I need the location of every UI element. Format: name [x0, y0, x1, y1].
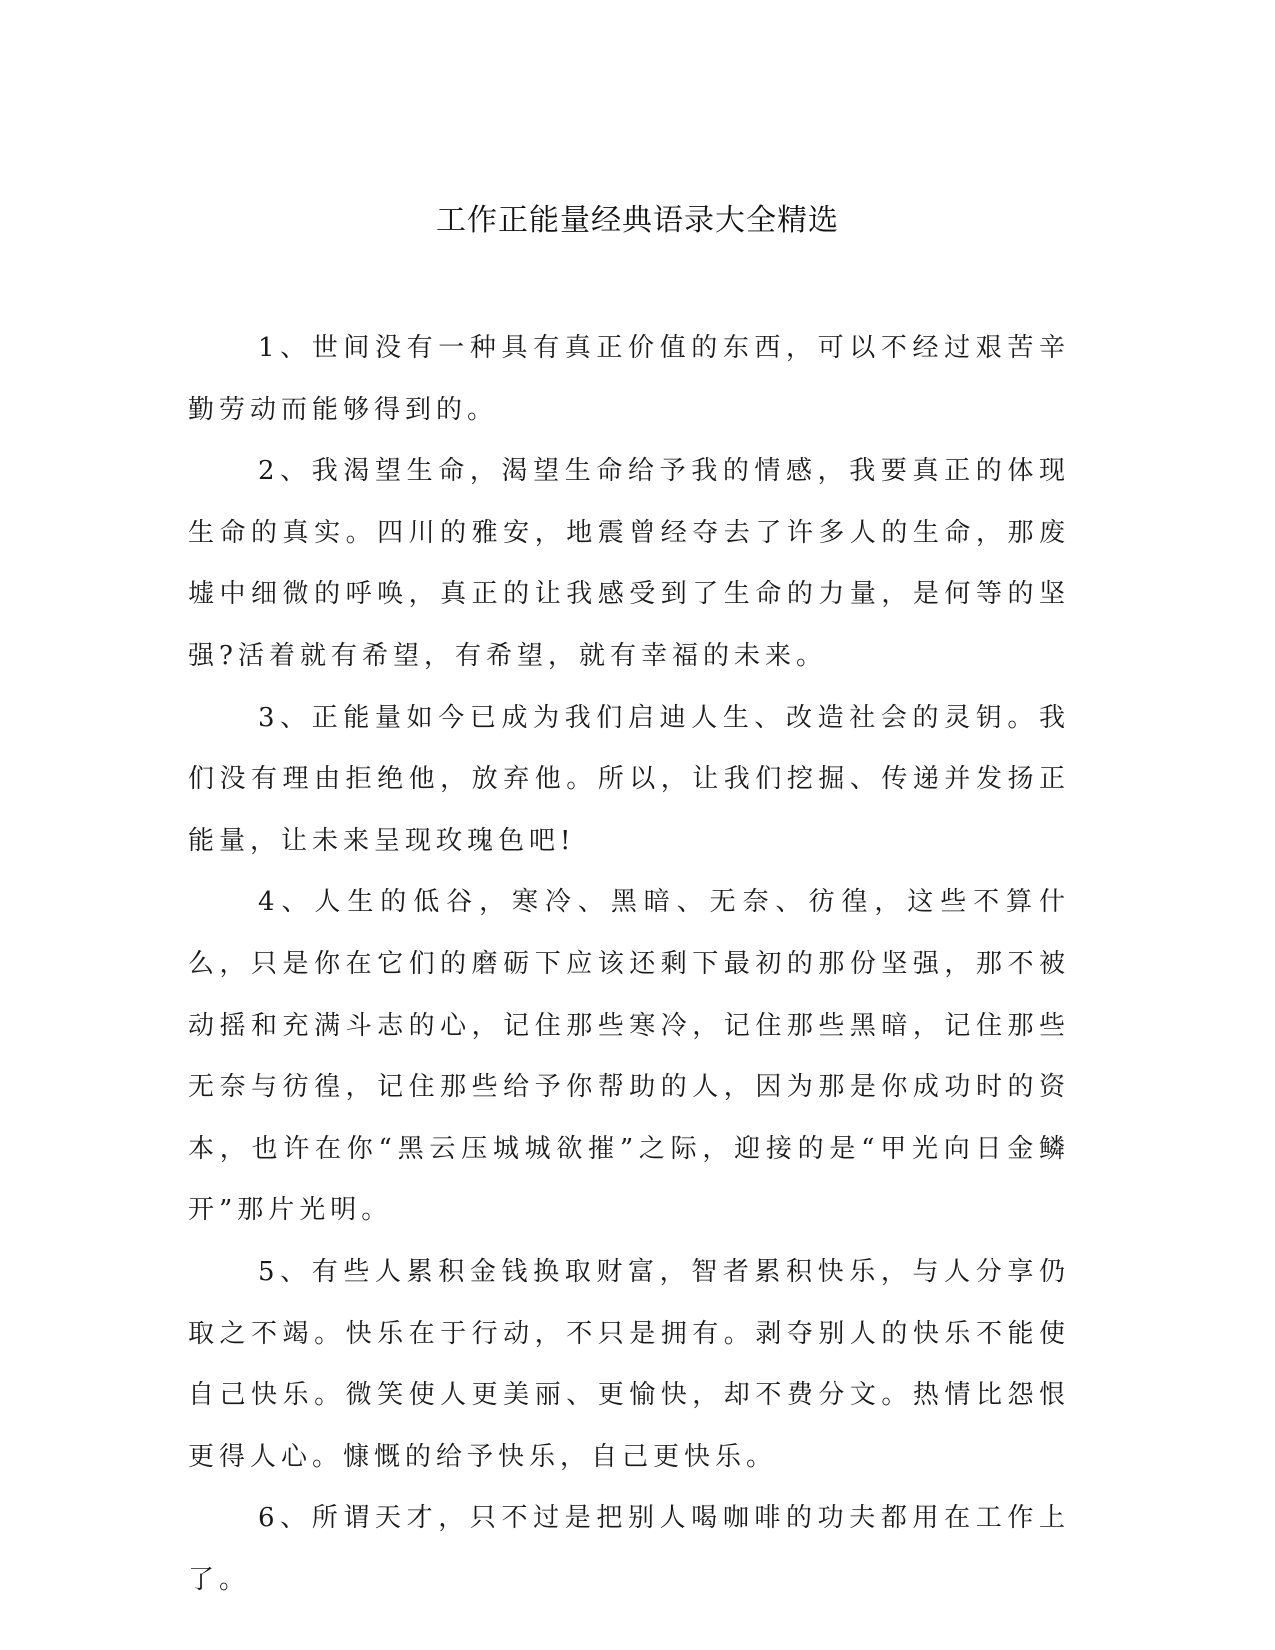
quote-paragraph-4: 4、人生的低谷，寒冷、黑暗、无奈、彷徨，这些不算什么，只是你在它们的磨砺下应该还剩下最初的那份坚强，那不被动摇和充满斗志的心，记住那些寒冷，记住那些黑暗，记住那些无奈与彷徨，记住那些给予你帮助的人，因为那是你成功时的资本，也许在你“黑云压城城欲摧”之际，迎接的是“甲光向日金鳞开”那片光明。 — [188, 887, 1070, 1226]
quote-paragraph-1: 1、世间没有一种具有真正价值的东西，可以不经过艰苦辛勤劳动而能够得到的。 — [188, 333, 1070, 425]
document-body — [188, 318, 1070, 1611]
quote-paragraph-6: 6、所谓天才，只不过是把别人喝咖啡的功夫都用在工作上了。 — [188, 1503, 1070, 1595]
quote-paragraph-3: 3、正能量如今已成为我们启迪人生、改造社会的灵钥。我们没有理由拒绝他，放弃他。所以，让我们挖掘、传递并发扬正能量，让未来呈现玫瑰色吧! — [188, 702, 1070, 856]
document-title: 工作正能量经典语录大全精选 — [436, 203, 839, 238]
quote-paragraph-2: 2、我渴望生命，渴望生命给予我的情感，我要真正的体现生命的真实。四川的雅安，地震曾经夺去了许多人的生命，那废墟中细微的呼唤，真正的让我感受到了生命的力量，是何等的坚强?活着就有希望，有希望，就有幸福的未来。 — [188, 456, 1070, 671]
quote-paragraph-5: 5、有些人累积金钱换取财富，智者累积快乐，与人分享仍取之不竭。快乐在于行动，不只是拥有。剥夺别人的快乐不能使自己快乐。微笑使人更美丽、更愉快，却不费分文。热情比怨恨更得人心。慷慨的给予快乐，自己更快乐。 — [188, 1256, 1070, 1472]
